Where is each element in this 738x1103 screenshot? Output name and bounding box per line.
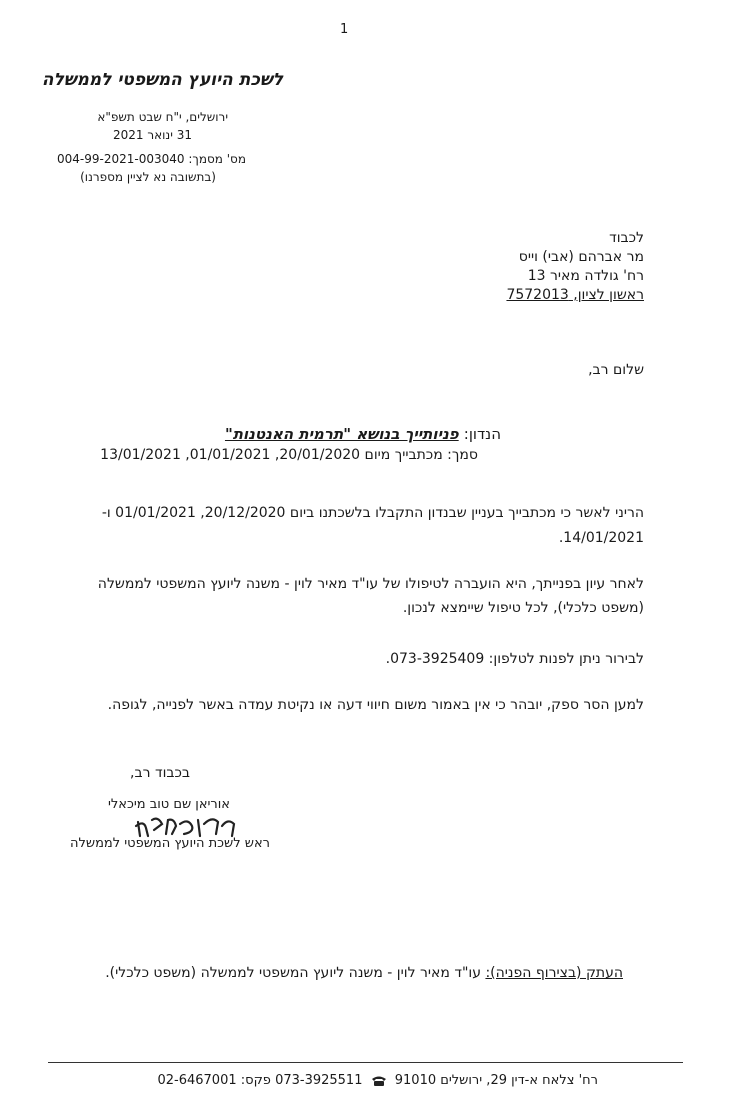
signer-title: ראש לשכת היועץ המשפטי לממשלה bbox=[69, 836, 270, 851]
paragraph-3: לבירור ניתן לפנות לטלפון: 073-3925409. bbox=[385, 651, 644, 667]
office-name: לשכת היועץ המשפטי לממשלה bbox=[41, 70, 283, 90]
copy-label: העתק (בצירוף הפניה): bbox=[485, 965, 623, 981]
reference-note: (בתשובה נא לציין מספרנו) bbox=[80, 170, 216, 184]
footer-divider bbox=[48, 1062, 683, 1063]
footer bbox=[157, 1073, 598, 1088]
copy-line bbox=[105, 965, 623, 981]
footer-address: רח' צלאח א-דין 29, ירושלים 91010 bbox=[394, 1073, 598, 1088]
phone-icon bbox=[371, 1075, 387, 1087]
closing: בכבוד רב, bbox=[130, 765, 190, 781]
ref-number: 004-99-2021-003040 bbox=[57, 152, 185, 166]
paragraph-1-line-2: 14/01/2021. bbox=[558, 530, 644, 546]
copy-text: עו"ד מאיר לוין - משנה ליועץ המשפטי לממשלה (משפט כלכלי). bbox=[105, 965, 481, 981]
addressee-honorific: לכבוד bbox=[609, 230, 644, 246]
document-reference bbox=[57, 152, 246, 166]
addressee-name: מר אברהם (אבי) וייס bbox=[518, 249, 644, 265]
signer-name: אוריאן שם טוב מיכאלי bbox=[107, 797, 230, 812]
subject-line bbox=[225, 424, 501, 443]
paragraph-4: למען הסר ספק, יובהר כי אין באמור משום חיווי דעה או נקיטת עמדה באשר לפנייה, לגופה. bbox=[107, 697, 644, 713]
greeting: שלום רב, bbox=[588, 362, 644, 378]
footer-fax: פקס: 02-6467001 bbox=[157, 1073, 271, 1088]
subject-label: הנדון: bbox=[463, 425, 501, 443]
paragraph-1-line-1: הריני לאשר כי מכתבייך בעניין שבנדון התקבלו בלשכתנו ביום 20/12/2020, 01/01/2021 ו- bbox=[101, 505, 644, 521]
footer-phone: 073-3925511 bbox=[275, 1073, 363, 1088]
paragraph-2-line-1: לאחר עיון בפנייתך, היא הועברה לטיפולו של עו"ד מאיר לוין - משנה ליועץ המשפטי לממשלה bbox=[97, 576, 644, 592]
paragraph-2-line-2: (משפט כלכלי), לכל טיפול שיימצא לנכון. bbox=[402, 600, 644, 616]
subject-reference: סמך: מכתבייך מיום 20/01/2020, 01/01/2021, 13/01/2021 bbox=[100, 447, 478, 463]
addressee-street: רח' גולדה מאיר 13 bbox=[527, 268, 644, 284]
addressee-city: ראשון לציון, 7572013 bbox=[506, 287, 644, 303]
date-gregorian: 31 ינואר 2021 bbox=[112, 128, 192, 142]
ref-label: מס' מסמך: bbox=[188, 152, 246, 166]
date-hebrew: ירושלים, י"ח שבט תשפ"א bbox=[97, 110, 228, 124]
page-number: 1 bbox=[340, 22, 349, 37]
subject-title: פניותייך בנושא "תרמית האנטנות" bbox=[224, 425, 459, 443]
